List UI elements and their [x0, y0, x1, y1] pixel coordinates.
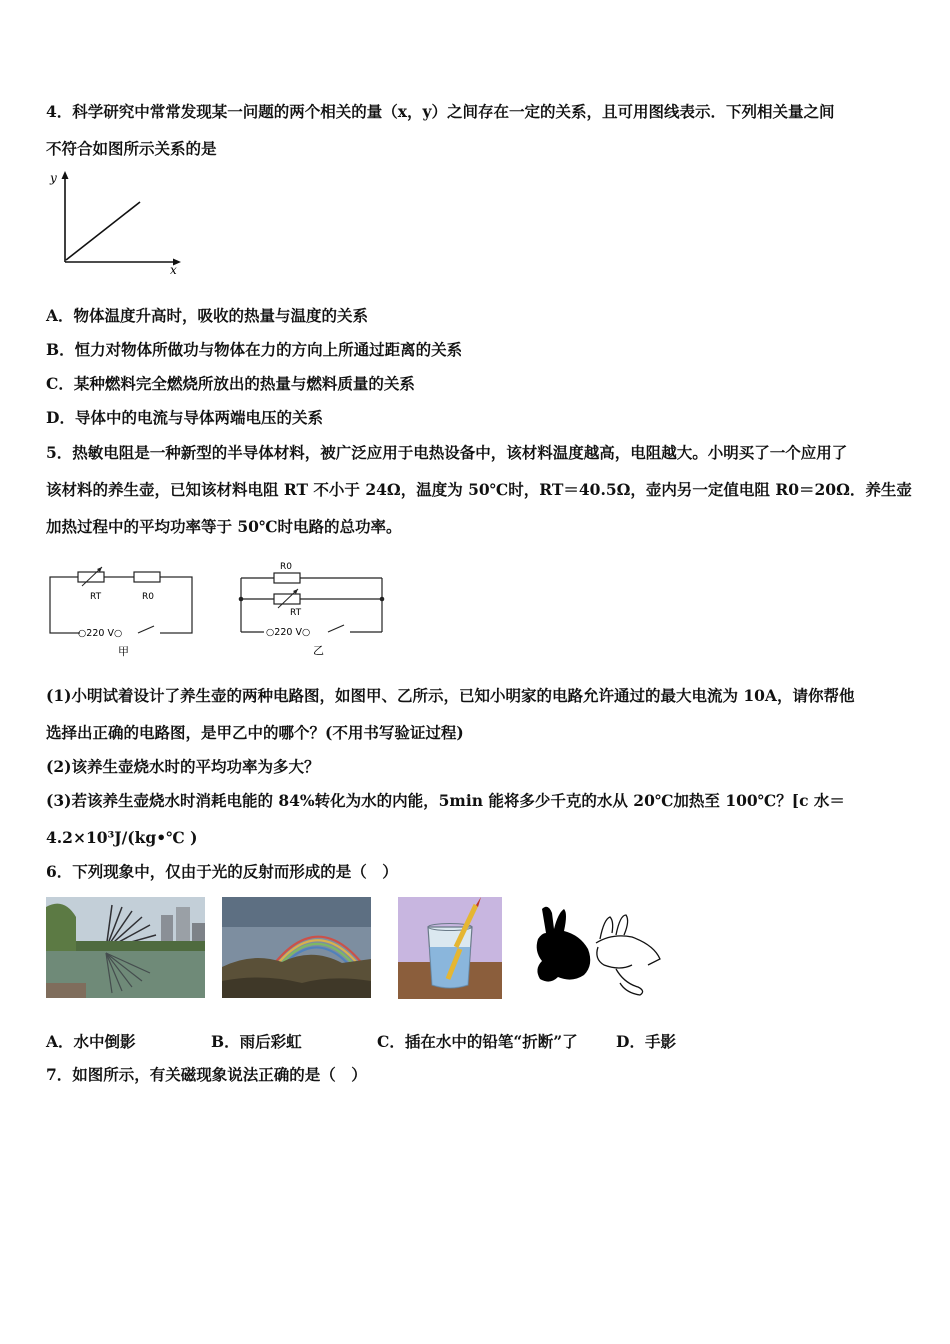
q6-stem: 6．下列现象中，仅由于光的反射而形成的是（ ） [46, 862, 398, 881]
q5-sub1-line1: (1)小明试着设计了养生壶的两种电路图，如图甲、乙所示，已知小明家的电路允许通过的最大电流为 10A，请你帮他 [46, 686, 855, 705]
q4-stem-line2: 不符合如图所示关系的是 [46, 139, 217, 158]
circuit-yi-voltage-label: ○220 V○ [266, 627, 311, 638]
photo-hand-shadow [528, 899, 666, 1001]
q5-sub3-line1: (3)若该养生壶烧水时消耗电能的 84%转化为水的内能，5min 能将多少千克的水从 20℃加热至 100℃？[c 水＝ [46, 791, 845, 810]
circuit-jia-caption: 甲 [118, 645, 129, 658]
q4-option-a[interactable]: A．物体温度升高时，吸收的热量与温度的关系 [46, 306, 369, 325]
q6-option-b[interactable]: B．雨后彩虹 [211, 1032, 302, 1051]
q6-option-a[interactable]: A．水中倒影 [46, 1032, 136, 1051]
circuit-diagram-jia [44, 562, 204, 662]
q4-stem-line1: 4．科学研究中常常发现某一问题的两个相关的量（x，y）之间存在一定的关系，且可用图线表示．下列相关量之间 [46, 102, 835, 121]
circuit-diagram-yi [234, 556, 394, 660]
q5-stem-line3: 加热过程中的平均功率等于 50℃时电路的总功率。 [46, 517, 402, 536]
q5-stem-line1: 5．热敏电阻是一种新型的半导体材料，被广泛应用于电热设备中，该材料温度越高，电阻越大。小明买了一个应用了 [46, 443, 848, 462]
graph-x-label: x [170, 263, 177, 277]
q5-sub1-line2: 选择出正确的电路图，是甲乙中的哪个？(不用书写验证过程) [46, 723, 464, 742]
circuit-jia-r0-label: R0 [142, 592, 154, 602]
q4-graph [44, 168, 184, 278]
photo-pencil-in-water [398, 897, 502, 999]
photo-rainbow [222, 897, 371, 998]
q4-option-c[interactable]: C．某种燃料完全燃烧所放出的热量与燃料质量的关系 [46, 374, 415, 393]
circuit-jia-rt-label: RT [90, 592, 102, 602]
circuit-jia-voltage-label: ○220 V○ [78, 628, 123, 639]
q6-option-c[interactable]: C．插在水中的铅笔“折断”了 [377, 1032, 578, 1051]
photo-water-reflection [46, 897, 205, 998]
circuit-yi-caption: 乙 [313, 644, 324, 657]
circuit-yi-r0-label: R0 [280, 562, 292, 572]
q5-sub2: (2)该养生壶烧水时的平均功率为多大？ [46, 757, 320, 776]
q5-sub3-line2: 4.2×10³J/(kg•℃ ) [46, 828, 198, 847]
q4-option-d[interactable]: D．导体中的电流与导体两端电压的关系 [46, 408, 323, 427]
graph-y-label: y [50, 171, 57, 185]
q6-option-d[interactable]: D．手影 [616, 1032, 676, 1051]
circuit-yi-rt-label: RT [290, 608, 302, 618]
q7-stem: 7．如图所示，有关磁现象说法正确的是（ ） [46, 1065, 367, 1084]
q5-stem-line2: 该材料的养生壶，已知该材料电阻 RT 不小于 24Ω，温度为 50℃时，RT＝40.5Ω，壶内另一定值电阻 R0＝20Ω．养生壶 [46, 480, 912, 499]
q4-option-b[interactable]: B．恒力对物体所做功与物体在力的方向上所通过距离的关系 [46, 340, 463, 359]
